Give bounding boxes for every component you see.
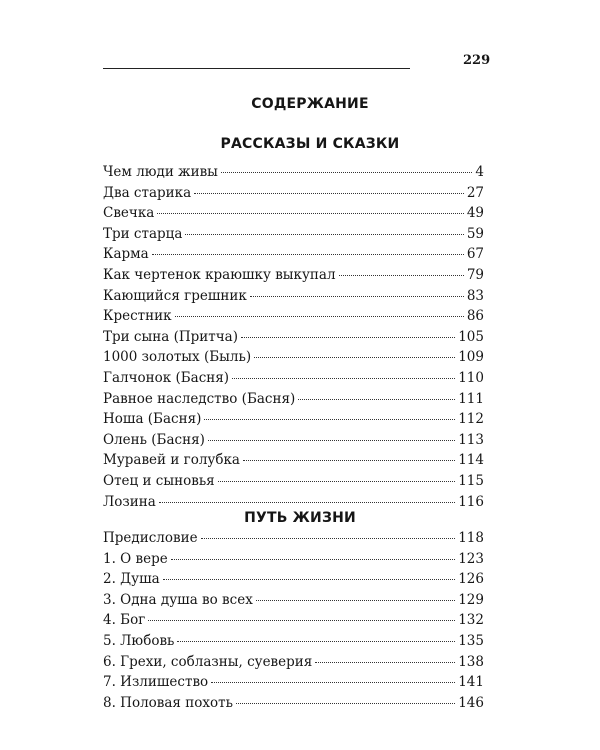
toc-entry (103, 610, 484, 631)
toc-entry-page: 135 (458, 632, 484, 649)
dot-leader (208, 439, 455, 441)
toc-entry-title: Предисловие (103, 530, 198, 546)
toc-entry-title: Три старца (103, 225, 183, 242)
toc-entry (103, 430, 484, 451)
dot-leader (250, 295, 464, 297)
toc-entry (103, 162, 484, 183)
toc-entry-title: 6. Грехи, соблазны, суеверия (103, 653, 313, 670)
toc-entry (103, 450, 484, 471)
dot-leader (236, 702, 455, 704)
toc-entry-title: Крестник (103, 308, 172, 325)
toc-entry (103, 265, 484, 286)
toc-entry-title: Два старика (103, 184, 192, 201)
dot-leader (185, 233, 463, 235)
toc-entry-page: 114 (458, 452, 484, 469)
toc-entry-page: 118 (458, 530, 484, 546)
toc-entry-title: 8. Половая похоть (103, 694, 233, 711)
toc-entry (103, 286, 484, 307)
toc-entry (103, 389, 484, 410)
toc-entry (103, 528, 484, 549)
toc-entry (103, 409, 484, 430)
toc-entry-page: 86 (466, 308, 484, 325)
toc-entry-title: 5. Любовь (103, 632, 175, 649)
toc-entry-title: Ноша (Басня) (103, 411, 202, 428)
dot-leader (175, 315, 464, 317)
toc-entry (103, 693, 484, 714)
toc-entry-page: 49 (466, 205, 484, 222)
toc-entry (103, 652, 484, 673)
toc-entry (103, 549, 484, 570)
toc-entry (103, 672, 484, 693)
header-rule (103, 68, 410, 69)
toc-entry (103, 569, 484, 590)
toc-entry-title: 1. О вере (103, 550, 168, 567)
toc-entry-title: 4. Бог (103, 612, 146, 629)
toc-entry-page: 110 (458, 369, 484, 386)
toc-entry-page: 146 (458, 694, 484, 711)
dot-leader (221, 171, 472, 173)
toc-entry-page: 111 (458, 390, 484, 407)
toc-entry-title: Отец и сыновья (103, 472, 215, 489)
toc-entry-page: 116 (458, 493, 484, 510)
toc-entry-page: 112 (458, 411, 484, 428)
toc-entry (103, 631, 484, 652)
toc-entry-title: Свечка (103, 205, 155, 222)
dot-leader (218, 480, 456, 482)
toc-entry-page: 115 (458, 472, 484, 489)
toc-entry-page: 109 (458, 349, 484, 366)
toc-entry-title: Муравей и голубка (103, 452, 240, 469)
toc-entry-title: Лозина (103, 493, 156, 510)
dot-leader (163, 578, 456, 580)
toc-entry (103, 347, 484, 368)
toc-entry-page: 59 (466, 225, 484, 242)
toc-entry-page: 123 (458, 550, 484, 567)
toc-entry (103, 492, 484, 513)
dot-leader (152, 253, 464, 255)
toc-entry-page: 4 (475, 164, 484, 180)
dot-leader (204, 418, 455, 420)
dot-leader (254, 356, 455, 358)
toc-entry-page: 113 (458, 431, 484, 448)
dot-leader (211, 681, 455, 683)
dot-leader (159, 501, 455, 503)
toc-entry-title: 3. Одна душа во всех (103, 591, 253, 608)
toc-entry-title: Чем люди живы (103, 164, 218, 180)
toc-entry-title: Галчонок (Басня) (103, 369, 230, 386)
toc-entry (103, 203, 484, 224)
toc-entry-page: 126 (458, 571, 484, 588)
toc-entry (103, 244, 484, 265)
toc-entry-page: 27 (466, 184, 484, 201)
toc-entry (103, 327, 484, 348)
toc-entry-title: Олень (Басня) (103, 431, 205, 448)
dot-leader (298, 398, 455, 400)
toc-entry-title: Как чертенок краюшку выкупал (103, 266, 336, 283)
dot-leader (243, 459, 455, 461)
dot-leader (177, 640, 455, 642)
toc-entry-page: 83 (466, 287, 484, 304)
toc-entry-page: 129 (458, 591, 484, 608)
toc-entry-title: Кающийся грешник (103, 287, 247, 304)
toc-entry-page: 67 (466, 246, 484, 263)
toc-entry (103, 368, 484, 389)
toc-entry (103, 590, 484, 611)
toc-entry (103, 306, 484, 327)
dot-leader (256, 599, 455, 601)
dot-leader (194, 192, 464, 194)
toc-entry-page: 79 (466, 266, 484, 283)
toc-entry (103, 471, 484, 492)
dot-leader (157, 212, 463, 214)
toc-entry-title: 7. Излишество (103, 674, 209, 691)
dot-leader (232, 377, 455, 379)
toc-entry (103, 183, 484, 204)
dot-leader (241, 336, 455, 338)
toc-entry-page: 138 (458, 653, 484, 670)
toc-entry-title: Карма (103, 246, 149, 263)
dot-leader (171, 558, 455, 560)
toc-entry (103, 224, 484, 245)
toc-entry-page: 105 (458, 328, 484, 345)
toc-entry-title: 1000 золотых (Быль) (103, 349, 252, 366)
toc-entry-title: 2. Душа (103, 571, 160, 588)
toc-entry-title: Равное наследство (Басня) (103, 390, 296, 407)
section-title-stories: РАССКАЗЫ И СКАЗКИ (220, 136, 400, 152)
toc-entry-page: 141 (458, 674, 484, 691)
toc-entry-title: Три сына (Притча) (103, 328, 238, 345)
toc-list-stories (103, 162, 484, 512)
dot-leader (315, 661, 455, 663)
contents-title: СОДЕРЖАНИЕ (251, 96, 369, 112)
dot-leader (339, 274, 464, 276)
toc-list-path-of-life (103, 528, 484, 713)
dot-leader (148, 619, 455, 621)
dot-leader (201, 537, 456, 539)
section-title-path-of-life: ПУТЬ ЖИЗНИ (244, 510, 356, 526)
page-number: 229 (463, 53, 491, 68)
toc-entry-page: 132 (458, 612, 484, 629)
